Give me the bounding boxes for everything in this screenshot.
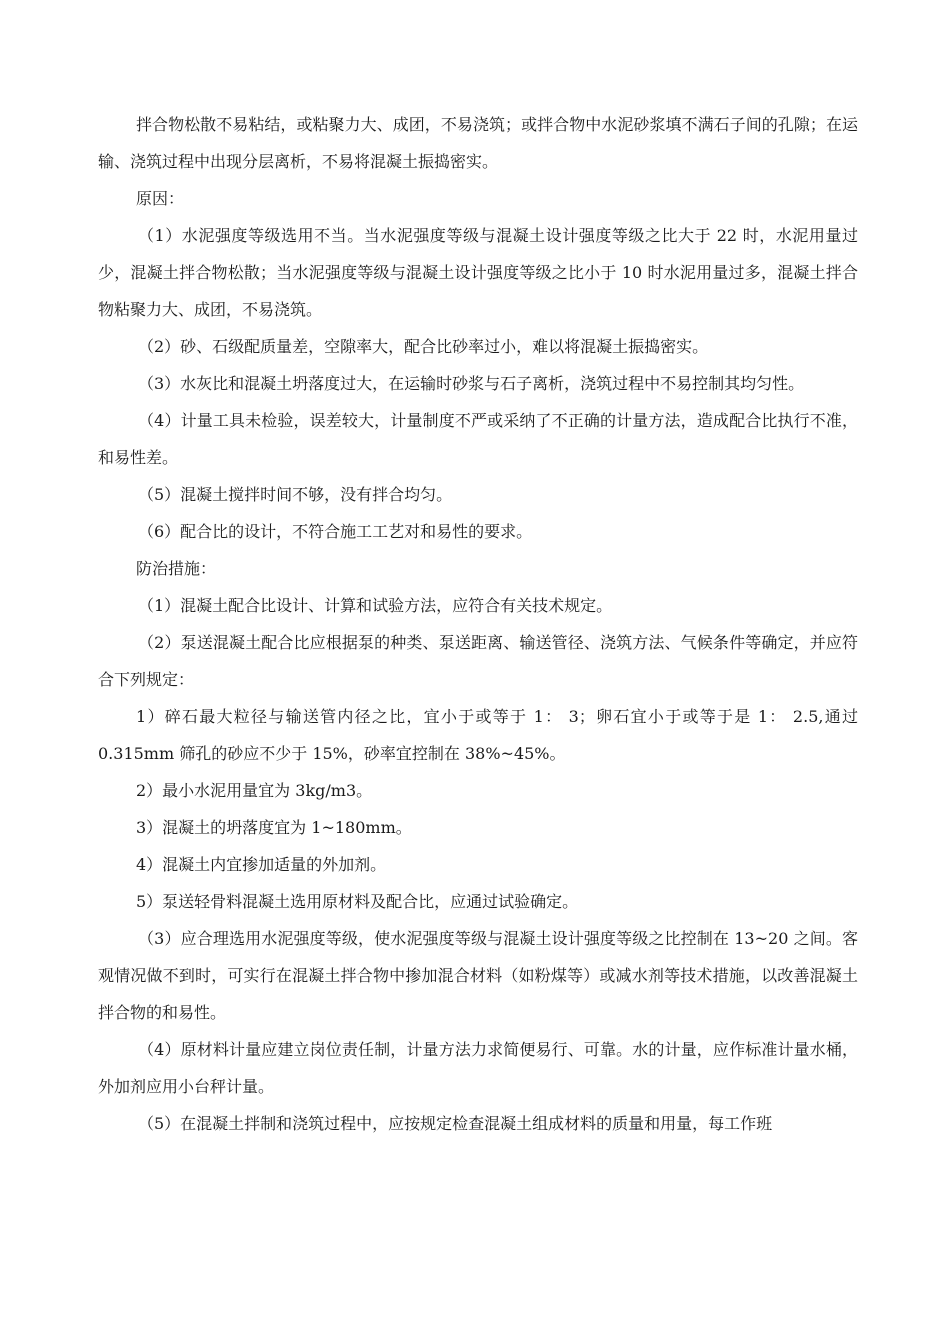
sub-rule-4: 4）混凝土内宜掺加适量的外加剂。 <box>136 855 387 874</box>
measure-item-1: （1）混凝土配合比设计、计算和试验方法，应符合有关技术规定。 <box>138 596 613 615</box>
cause-item-5: （5）混凝土搅拌时间不够，没有拌合均匀。 <box>138 485 453 504</box>
measure-item-2: （2）泵送混凝土配合比应根据泵的种类、泵送距离、输送管径、浇筑方法、气候条件等确定，并应符合下列规定： <box>98 633 858 689</box>
heading-prevention: 防治措施： <box>136 559 217 578</box>
measure-item-5: （5）在混凝土拌制和浇筑过程中，应按规定检查混凝土组成材料的质量和用量，每工作班 <box>138 1114 773 1133</box>
heading-causes: 原因： <box>136 189 185 208</box>
sub-rule-3: 3）混凝土的坍落度宜为 1~180mm。 <box>136 818 412 837</box>
sub-rule-2: 2）最小水泥用量宜为 3kg/m3。 <box>136 781 373 800</box>
sub-rule-5: 5）泵送轻骨料混凝土选用原材料及配合比，应通过试验确定。 <box>136 892 579 911</box>
measure-item-4: （4）原材料计量应建立岗位责任制，计量方法力求简便易行、可靠。水的计量，应作标准计量水桶，外加剂应用小台秤计量。 <box>98 1040 858 1096</box>
measure-item-3: （3）应合理选用水泥强度等级，使水泥强度等级与混凝土设计强度等级之比控制在 13~20 之间。客观情况做不到时，可实行在混凝土拌合物中掺加混合材料（如粉煤等）或减水剂等技术措施，以改善混凝土拌合物的和易性。 <box>98 929 858 1022</box>
cause-item-3: （3）水灰比和混凝土坍落度过大，在运输时砂浆与石子离析，浇筑过程中不易控制其均匀性。 <box>138 374 805 393</box>
paragraph-symptom: 拌合物松散不易粘结，或粘聚力大、成团，不易浇筑；或拌合物中水泥砂浆填不满石子间的孔隙；在运输、浇筑过程中出现分层离析，不易将混凝土振捣密实。 <box>98 115 858 171</box>
cause-item-1: （1）水泥强度等级选用不当。当水泥强度等级与混凝土设计强度等级之比大于 22 时，水泥用量过少，混凝土拌合物松散；当水泥强度等级与混凝土设计强度等级之比小于 10 时水泥用量过多，混凝土拌合物粘聚力大、成团，不易浇筑。 <box>98 226 858 319</box>
cause-item-6: （6）配合比的设计，不符合施工工艺对和易性的要求。 <box>138 522 533 541</box>
cause-item-4: （4）计量工具未检验，误差较大，计量制度不严或采纳了不正确的计量方法，造成配合比执行不准，和易性差。 <box>98 411 858 467</box>
cause-item-2: （2）砂、石级配质量差，空隙率大，配合比砂率过小，难以将混凝土振捣密实。 <box>138 337 709 356</box>
sub-rule-1: 1）碎石最大粒径与输送管内径之比，宜小于或等于 1： 3；卵石宜小于或等于是 1： 2.5,通过 0.315mm 筛孔的砂应不少于 15%，砂率宜控制在 38%~45%。 <box>98 707 858 763</box>
